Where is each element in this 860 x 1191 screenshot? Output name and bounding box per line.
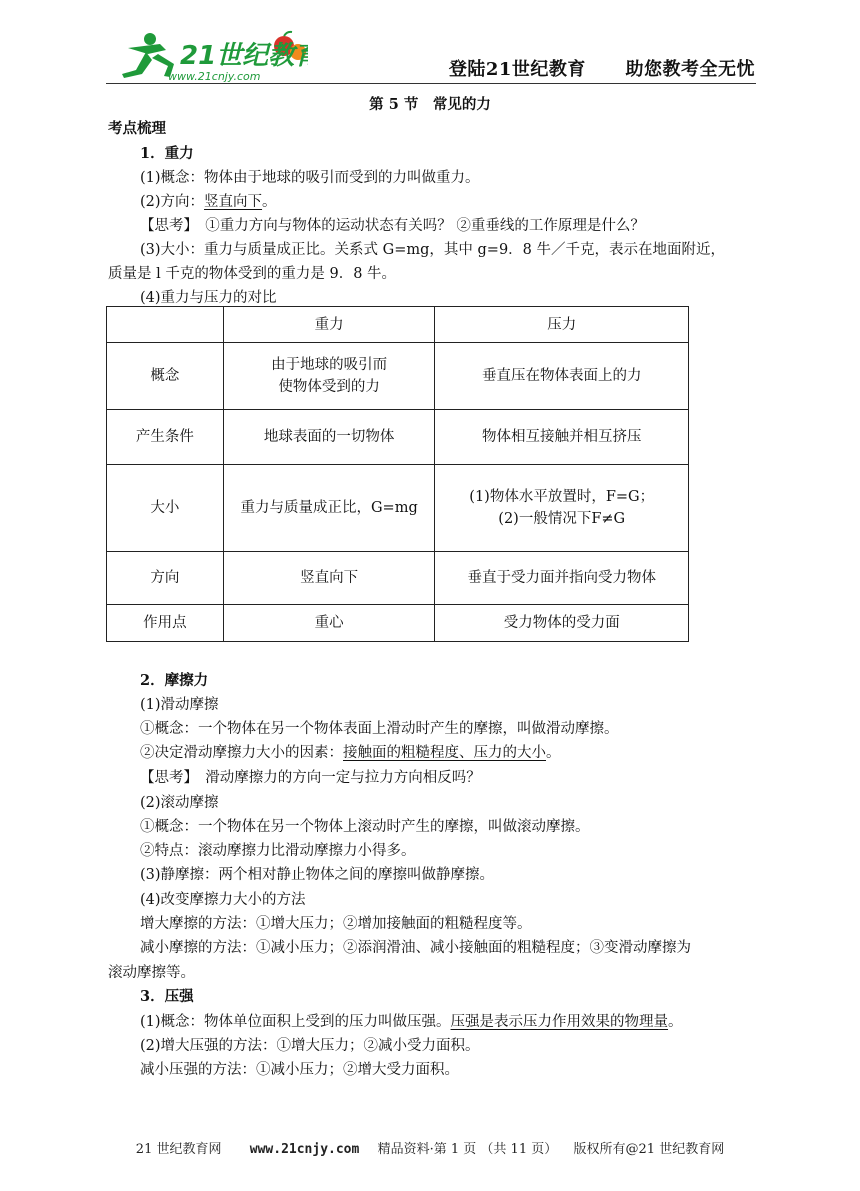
friction-line: (4)改变摩擦力大小的方法 <box>140 892 306 908</box>
friction-line: 增大摩擦的方法：①增大压力；②增加接触面的粗糙程度等。 <box>140 916 532 932</box>
heading-pressure: 3．压强 <box>140 988 194 1005</box>
page-footer <box>0 1138 860 1157</box>
gravity-direction-label: (2)方向： <box>140 194 205 210</box>
friction-line: 滚动摩擦等。 <box>108 965 195 981</box>
gravity-size-line1: (3)大小：重力与质量成正比。关系式 G=mg，其中 g=9．8 牛／千克，表示在地面附近， <box>140 242 726 258</box>
heading-friction: 2．摩擦力 <box>140 672 209 689</box>
table-cell-line: (1)物体水平放置时，F=G； <box>469 489 655 505</box>
table-cell <box>435 465 689 552</box>
footer-site-link[interactable]: www.21cnjy.com <box>249 1142 360 1157</box>
pressure-concept-end: 。 <box>668 1014 683 1030</box>
gravity-direction <box>140 190 277 211</box>
table-row <box>107 343 689 410</box>
pressure-concept-underlined: 压强是表示压力作用效果的物理量 <box>450 1014 669 1030</box>
table-row <box>107 410 689 465</box>
heading-gravity: 1．重力 <box>140 145 194 162</box>
friction-line: 减小摩擦的方法：①减小压力；②添润滑油、减小接触面的粗糙程度；③变滑动摩擦为 <box>140 940 691 956</box>
header-divider <box>106 83 756 84</box>
gravity-direction-value: 竖直向下 <box>204 194 263 210</box>
footer-copyright: 版权所有@21 世纪教育网 <box>573 1142 725 1157</box>
table-row-label: 方向 <box>107 552 224 605</box>
table-row <box>107 465 689 552</box>
footer-left: 21 世纪教育网 <box>135 1142 222 1157</box>
table-row-label: 产生条件 <box>107 410 224 465</box>
table-cell: 物体相互接触并相互挤压 <box>435 410 689 465</box>
table-header-cell <box>107 307 224 343</box>
table-cell: 垂直于受力面并指向受力物体 <box>435 552 689 605</box>
table-cell: 重力与质量成正比，G=mg <box>223 465 435 552</box>
table-cell-line: (2)一般情况下F≠G <box>498 511 626 527</box>
friction-factors-value: 接触面的粗糙程度、压力的大小 <box>343 745 546 761</box>
gravity-pressure-table <box>106 306 689 642</box>
table-row-label: 概念 <box>107 343 224 410</box>
gravity-concept: (1)概念：物体由于地球的吸引而受到的力叫做重力。 <box>140 170 480 186</box>
page-title: 第 5 节 常见的力 <box>369 96 491 113</box>
table-row <box>107 605 689 642</box>
table-cell <box>223 343 435 410</box>
gravity-compare-caption: (4)重力与压力的对比 <box>140 290 277 306</box>
table-cell: 地球表面的一切物体 <box>223 410 435 465</box>
logo-text: 21世纪教育 <box>180 41 308 71</box>
table-cell: 竖直向下 <box>223 552 435 605</box>
slogan-left: 登陆21世纪教育 <box>448 59 586 80</box>
friction-line: ①概念：一个物体在另一个物体上滚动时产生的摩擦，叫做滚动摩擦。 <box>140 819 590 835</box>
friction-line: ②特点：滚动摩擦力比滑动摩擦力小得多。 <box>140 843 416 859</box>
friction-line: (3)静摩擦：两个相对静止物体之间的摩擦叫做静摩擦。 <box>140 867 495 883</box>
footer-page-info: 精品资料·第 1 页 （共 11 页） <box>377 1142 558 1157</box>
table-cell: 重心 <box>223 605 435 642</box>
friction-line: ①概念：一个物体在另一个物体表面上滑动时产生的摩擦，叫做滑动摩擦。 <box>140 721 619 737</box>
logo-graphic <box>108 30 308 85</box>
friction-factors <box>140 741 561 762</box>
friction-factors-label: ②决定滑动摩擦力大小的因素： <box>140 745 343 761</box>
friction-line: (2)滚动摩擦 <box>140 795 219 811</box>
header-slogan <box>449 55 755 81</box>
table-row <box>107 552 689 605</box>
pressure-concept-text: (1)概念：物体单位面积上受到的压力叫做压强。 <box>140 1014 451 1030</box>
table-cell-line: 使物体受到的力 <box>278 379 380 395</box>
friction-think: 【思考】 滑动摩擦力的方向一定与拉力方向相反吗？ <box>140 770 481 786</box>
table-cell: 受力物体的受力面 <box>435 605 689 642</box>
site-logo <box>108 30 308 85</box>
table-header-row <box>107 307 689 343</box>
table-row-label: 作用点 <box>107 605 224 642</box>
slogan-right: 助您教考全无忧 <box>625 59 755 80</box>
pressure-concept <box>140 1010 683 1031</box>
pressure-line: 减小压强的方法：①减小压力；②增大受力面积。 <box>140 1062 459 1078</box>
logo-url-text: www.21cnjy.com <box>168 70 261 83</box>
section-kaodian: 考点梳理 <box>108 120 166 137</box>
friction-line: (1)滑动摩擦 <box>140 697 219 713</box>
gravity-direction-end: 。 <box>262 194 277 210</box>
friction-factors-end: 。 <box>546 745 561 761</box>
table-header-cell: 压力 <box>435 307 689 343</box>
table-cell-line: 由于地球的吸引而 <box>271 357 388 373</box>
gravity-size-line2: 质量是 l 千克的物体受到的重力是 9．8 牛。 <box>108 266 397 282</box>
table-cell: 垂直压在物体表面上的力 <box>435 343 689 410</box>
gravity-think: 【思考】 ①重力方向与物体的运动状态有关吗？ ②重垂线的工作原理是什么？ <box>140 218 645 234</box>
pressure-line: (2)增大压强的方法：①增大压力；②减小受力面积。 <box>140 1038 480 1054</box>
table-header-cell: 重力 <box>223 307 435 343</box>
table-row-label: 大小 <box>107 465 224 552</box>
